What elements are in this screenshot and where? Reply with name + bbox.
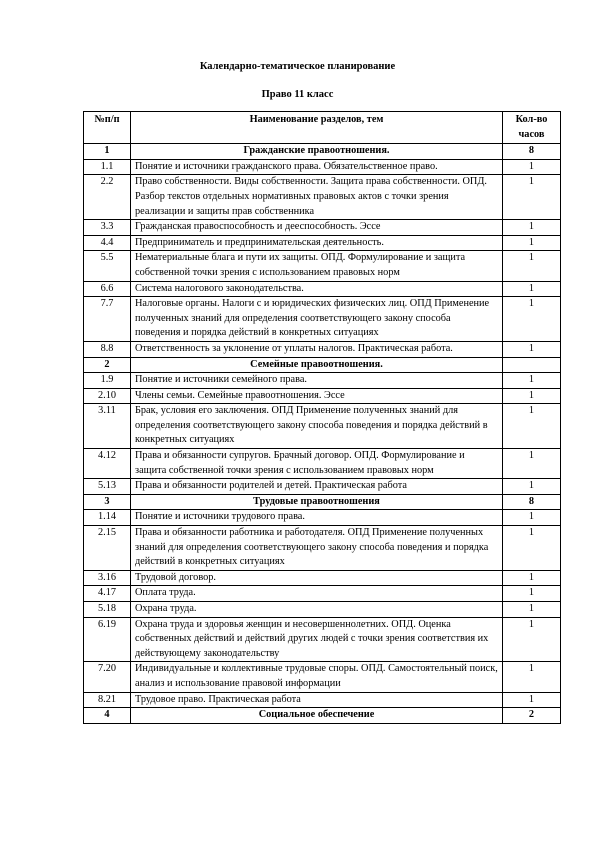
row-hours: 1 <box>503 159 561 175</box>
row-number: 7.7 <box>84 297 131 342</box>
table-row <box>84 479 561 495</box>
row-number: 2.15 <box>84 526 131 571</box>
row-number: 5.13 <box>84 479 131 495</box>
table-row <box>84 251 561 281</box>
row-hours: 8 <box>503 144 561 160</box>
row-number: 8.8 <box>84 341 131 357</box>
row-hours: 1 <box>503 235 561 251</box>
row-topic: Индивидуальные и коллективные трудовые споры. ОПД. Самостоятельный поиск, анализ и использование правовой информации <box>131 662 503 692</box>
row-hours: 1 <box>503 175 561 220</box>
table-row <box>84 510 561 526</box>
row-hours: 1 <box>503 449 561 479</box>
table-row <box>84 692 561 708</box>
row-number: 5.18 <box>84 602 131 618</box>
row-number: 1.1 <box>84 159 131 175</box>
row-number: 1.14 <box>84 510 131 526</box>
row-hours: 1 <box>503 297 561 342</box>
table-row <box>84 235 561 251</box>
row-hours: 1 <box>503 341 561 357</box>
row-number: 2.2 <box>84 175 131 220</box>
table-body <box>84 144 561 724</box>
row-hours: 1 <box>503 662 561 692</box>
row-topic: Система налогового законодательства. <box>131 281 503 297</box>
row-topic: Ответственность за уклонение от уплаты налогов. Практическая работа. <box>131 341 503 357</box>
header-hours: Кол-во часов <box>503 112 561 144</box>
row-hours: 1 <box>503 479 561 495</box>
row-number: 2.10 <box>84 388 131 404</box>
row-number: 4.12 <box>84 449 131 479</box>
row-hours: 1 <box>503 586 561 602</box>
table-row <box>84 526 561 571</box>
row-topic: Гражданские правоотношения. <box>131 144 503 160</box>
section-row <box>84 144 561 160</box>
row-hours: 1 <box>503 404 561 449</box>
document-title: Календарно-тематическое планирование <box>199 61 396 72</box>
row-hours: 1 <box>503 251 561 281</box>
row-hours: 1 <box>503 570 561 586</box>
row-topic: Охрана труда. <box>131 602 503 618</box>
row-number: 3.16 <box>84 570 131 586</box>
row-topic: Оплата труда. <box>131 586 503 602</box>
row-topic: Члены семьи. Семейные правоотношения. Эссе <box>131 388 503 404</box>
row-topic: Права и обязанности работника и работодателя. ОПД Применение полученных знаний для определения соответствующего закону способа поведения и порядка действий в конкретных ситуациях <box>131 526 503 571</box>
row-hours: 1 <box>503 526 561 571</box>
row-topic: Трудовое право. Практическая работа <box>131 692 503 708</box>
row-number: 5.5 <box>84 251 131 281</box>
table-row <box>84 297 561 342</box>
row-hours <box>503 357 561 373</box>
row-hours: 1 <box>503 692 561 708</box>
row-hours: 8 <box>503 494 561 510</box>
row-hours: 1 <box>503 281 561 297</box>
table-row <box>84 220 561 236</box>
row-topic: Понятие и источники гражданского права. Обязательственное право. <box>131 159 503 175</box>
row-hours: 2 <box>503 708 561 724</box>
row-hours: 1 <box>503 617 561 662</box>
row-number: 6.6 <box>84 281 131 297</box>
row-hours: 1 <box>503 388 561 404</box>
row-topic: Понятие и источники трудового права. <box>131 510 503 526</box>
section-row <box>84 494 561 510</box>
row-topic: Нематериальные блага и пути их защиты. ОПД. Формулирование и защита собственной точки зрения с использованием правовых норм <box>131 251 503 281</box>
row-topic: Трудовой договор. <box>131 570 503 586</box>
row-topic: Брак, условия его заключения. ОПД Применение полученных знаний для определения соответствующего закону способа поведения и порядка действий в конкретных ситуациях <box>131 404 503 449</box>
row-number: 3 <box>84 494 131 510</box>
table-row <box>84 388 561 404</box>
row-number: 2 <box>84 357 131 373</box>
row-hours: 1 <box>503 602 561 618</box>
table-header-row <box>84 112 561 144</box>
row-number: 6.19 <box>84 617 131 662</box>
row-number: 7.20 <box>84 662 131 692</box>
section-row <box>84 708 561 724</box>
row-topic: Право собственности. Виды собственности. Защита права собственности. ОПД. Разбор текстов отдельных нормативных правовых актов с точки зрения реализации и защиты прав собственника <box>131 175 503 220</box>
schedule-table <box>83 111 561 724</box>
table-row <box>84 617 561 662</box>
row-topic: Права и обязанности родителей и детей. Практическая работа <box>131 479 503 495</box>
section-row <box>84 357 561 373</box>
row-topic: Гражданская правоспособность и дееспособность. Эссе <box>131 220 503 236</box>
table-row <box>84 662 561 692</box>
table-row <box>84 175 561 220</box>
table-row <box>84 159 561 175</box>
row-topic: Социальное обеспечение <box>131 708 503 724</box>
row-hours: 1 <box>503 220 561 236</box>
table-row <box>84 281 561 297</box>
row-number: 4.4 <box>84 235 131 251</box>
row-topic: Трудовые правоотношения <box>131 494 503 510</box>
table-row <box>84 586 561 602</box>
row-topic: Семейные правоотношения. <box>131 357 503 373</box>
table-row <box>84 404 561 449</box>
table-row <box>84 341 561 357</box>
row-number: 1.9 <box>84 373 131 389</box>
row-topic: Права и обязанности супругов. Брачный договор. ОПД. Формулирование и защита собственной точки зрения с использованием правовых норм <box>131 449 503 479</box>
header-topic: Наименование разделов, тем <box>131 112 503 144</box>
row-number: 3.11 <box>84 404 131 449</box>
row-topic: Предприниматель и предпринимательская деятельность. <box>131 235 503 251</box>
row-topic: Охрана труда и здоровья женщин и несовершеннолетних. ОПД. Оценка собственных действий и действий других людей с точки зрения соответствия их действующему законодательству <box>131 617 503 662</box>
row-topic: Налоговые органы. Налоги с и юридических физических лиц. ОПД Применение полученных знаний для определения соответствующего закону способа поведения и порядка действий в конкретных ситуациях <box>131 297 503 342</box>
table-row <box>84 570 561 586</box>
table-row <box>84 373 561 389</box>
row-hours: 1 <box>503 373 561 389</box>
header-num: №п/п <box>84 112 131 144</box>
row-hours: 1 <box>503 510 561 526</box>
table-row <box>84 602 561 618</box>
row-number: 3.3 <box>84 220 131 236</box>
row-number: 4 <box>84 708 131 724</box>
row-topic: Понятие и источники семейного права. <box>131 373 503 389</box>
table-row <box>84 449 561 479</box>
row-number: 1 <box>84 144 131 160</box>
document-subtitle: Право 11 класс <box>261 89 334 100</box>
row-number: 8.21 <box>84 692 131 708</box>
row-number: 4.17 <box>84 586 131 602</box>
